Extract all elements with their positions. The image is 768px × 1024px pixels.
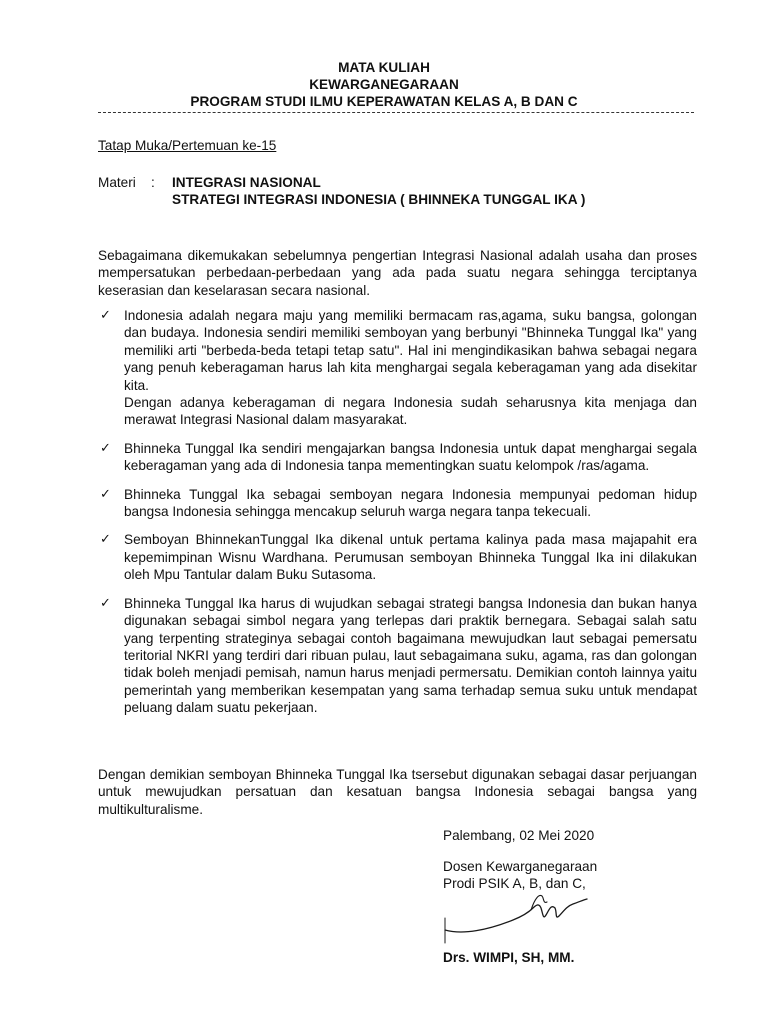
list-item: [98, 440, 697, 475]
program-line: PROGRAM STUDI ILMU KEPERAWATAN KELAS A, B DAN C: [190, 94, 578, 109]
list-item-text: Bhinneka Tunggal Ika harus di wujudkan sebagai strategi bangsa Indonesia dan bukan hanya digunakan sebagai simbol negara yang terlepas dari praktik bernegara. Sebagai salah satu yang terpenting strateginya sebagai contoh bagaimana mewujudkan laut sebagai pemersatu teritorial NKRI yang terdiri dari ribuan pulau, laut sebagaimana suku, agama, ras dan golongan tidak boleh menjadi pemisah, namun harus menjadi permersatu. Demikian contoh lainnya yaitu pemerintah yang memberikan kesempatan yang sama terhadap semua suku untuk mendapat peluang dalam suatu pekerjaan.: [124, 595, 697, 716]
check-mark-icon: ✓: [100, 486, 111, 502]
closing-paragraph: Dengan demikian semboyan Bhinneka Tunggal Ika tsersebut digunakan sebagai dasar perjuangan untuk mewujudkan persatuan dan kesatuan bangsa Indonesia sebagai bangsa yang multikulturalisme.: [98, 767, 697, 817]
bullet-list: [98, 307, 697, 717]
course-label: MATA KULIAH: [338, 60, 430, 75]
list-item-text: Semboyan BhinnekanTunggal Ika dikenal untuk pertama kalinya pada masa majapahit era kepemimpinan Wisnu Wardhana. Perumusan semboyan Bhinneka Tunggal Ika ini dilakukan oleh Mpu Tantular dalam Buku Sutasoma.: [124, 532, 697, 583]
list-item: [98, 486, 697, 521]
signoff-block: [443, 827, 597, 892]
check-mark-icon: ✓: [100, 308, 111, 323]
check-mark-icon: ✓: [100, 532, 111, 548]
materi-colon: :: [151, 175, 155, 190]
place-date: Palembang, 02 Mei 2020: [443, 828, 595, 843]
list-item-text: Indonesia adalah negara maju yang memiliki bermacam ras,agama, suku bangsa, golongan dan budaya. Indonesia sendiri memiliki semboyan yang berbunyi "Bhinneka Tunggal Ika" yang memiliki arti "berbeda-beda tetapi tetap satu". Hal ini mengindikasikan bahwa sebagai negara yang penuh keberagaman harus lah kita menghargai segala keberagaman yang ada disekitar kita.: [124, 308, 697, 393]
materi-titles: [172, 174, 585, 208]
dashed-divider: [98, 112, 694, 113]
handwritten-signature: [443, 890, 593, 945]
materi-title-1: INTEGRASI NASIONAL: [172, 175, 321, 190]
check-mark-icon: ✓: [100, 595, 111, 611]
list-item-text: Dengan adanya keberagaman di negara Indonesia sudah seharusnya kita menjaga dan merawat Integrasi Nasional dalam masyarakat.: [124, 395, 697, 428]
signer-unit: Prodi PSIK A, B, dan C,: [443, 876, 586, 891]
intro-paragraph: Sebagaimana dikemukakan sebelumnya pengertian Integrasi Nasional adalah usaha dan proses mempersatukan perbedaan-perbedaan yang ada pada suatu negara sehingga terciptanya keserasian dan keselarasan secara nasional.: [98, 248, 697, 298]
document-header: [0, 59, 768, 110]
materi-title-2: STRATEGI INTEGRASI INDONESIA ( BHINNEKA TUNGGAL IKA ): [172, 192, 586, 207]
course-name: KEWARGANEGARAAN: [309, 77, 459, 92]
materi-label: Materi: [98, 175, 136, 190]
signer-name: Drs. WIMPI, SH, MM.: [443, 950, 575, 965]
meeting-number: Tatap Muka/Pertemuan ke-15: [98, 138, 277, 153]
list-item: [98, 307, 697, 429]
list-item-text: Bhinneka Tunggal Ika sebagai semboyan negara Indonesia mempunyai pedoman hidup bangsa Indonesia sehingga mencakup seluruh warga negara tanpa tekecuali.: [124, 486, 697, 520]
list-item: [98, 531, 697, 583]
signer-role: Dosen Kewarganegaraan: [443, 859, 598, 874]
list-item-text: Bhinneka Tunggal Ika sendiri mengajarkan bangsa Indonesia untuk dapat menghargai segala keberagaman yang ada di Indonesia tanpa mementingkan suatu kelompok /ras/agama.: [124, 440, 697, 474]
list-item: [98, 595, 697, 717]
check-mark-icon: ✓: [100, 440, 111, 456]
